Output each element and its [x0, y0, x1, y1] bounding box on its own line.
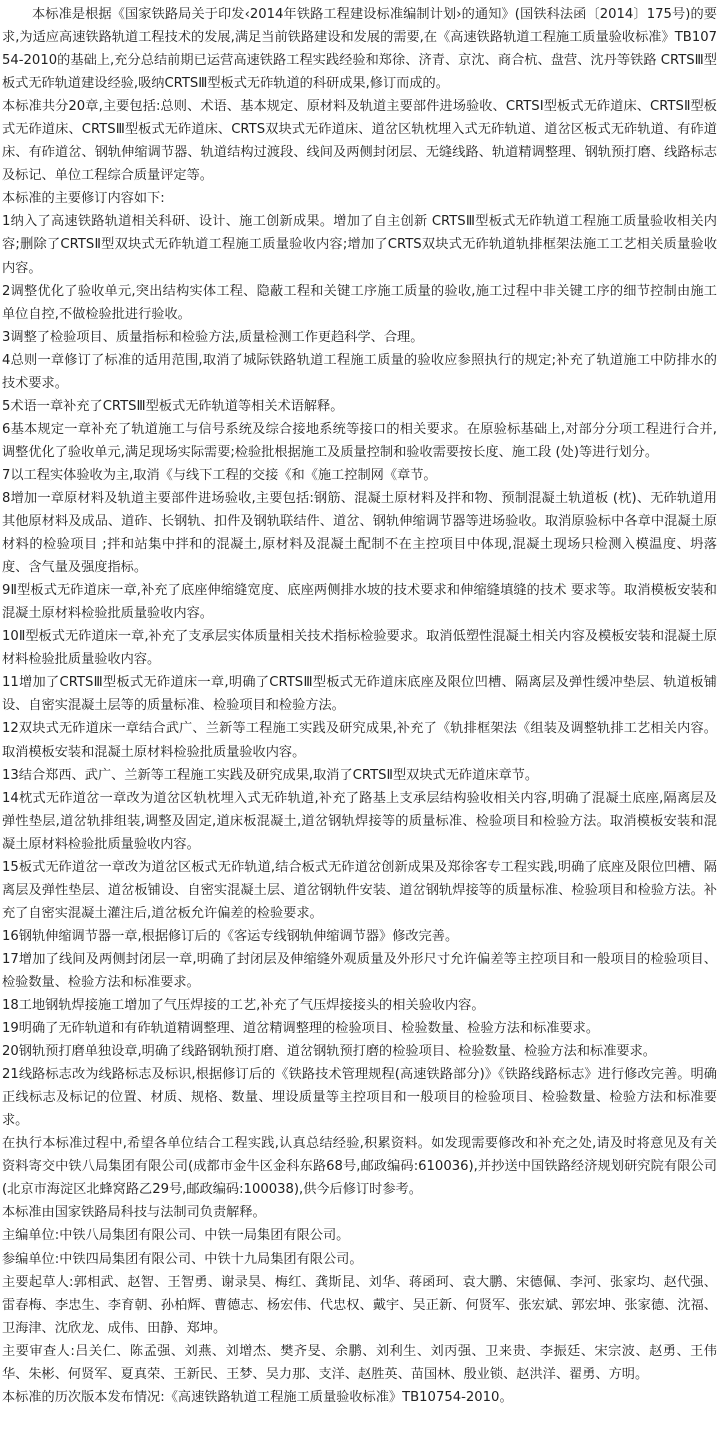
- paragraph-preface: 本标准是根据《国家铁路局关于印发‹2014年铁路工程建设标准编制计划›的通知》(国铁科法函〔2014〕175号)的要求,为适应高速铁路轨道工程技术的发展,满足当前铁路建设和发展的需要,在《高速铁路轨道工程施工质量验收标准》TB10754-2010的基础上,充分总结前期已运营高速铁路工程实践经验和郑徐、济青、京沈、商合杭、盘营、沈丹等铁路 CRTSⅢ型板式无砟轨道建设经验,吸纳CRTSⅢ型板式无砟轨道的科研成果,修订而成的。: [2, 7, 717, 92]
- paragraph-feedback-request: 在执行本标准过程中,希望各单位结合工程实践,认真总结经验,积累资料。如发现需要修改和补充之处,请及时将意见及有关资料寄交中铁八局集团有限公司(成都市金牛区金科东路68号,邮政编码:610036),并抄送中国铁路经济规划研究院有限公司(北京市海淀区北蜂窝路乙29号,邮政编码:100038),供今后修订时参考。: [2, 1136, 717, 1198]
- revision-item-10: 10Ⅱ型板式无砟道床一章,补充了支承层实体质量相关技术指标检验要求。取消低塑性混凝土相关内容及模板安装和混凝土原材料检验批质量验收内容。: [2, 629, 717, 668]
- paragraph-chief-editors: 主编单位:中铁八局集团有限公司、中铁一局集团有限公司。: [2, 1228, 350, 1244]
- revision-item-16: 16钢轨伸缩调节器一章,根据修订后的《客运专线钢轨伸缩调节器》修改完善。: [2, 928, 459, 944]
- paragraph-contents-summary: 本标准共分20章,主要包括:总则、术语、基本规定、原材料及轨道主要部件进场验收、CRTSⅠ型板式无砟道床、CRTSⅡ型板式无砟道床、CRTSⅢ型板式无砟道床、CRTS双块式无砟道床、道岔区轨枕埋入式无砟轨道、道岔区板式无砟轨道、有砟道床、有砟道岔、钢轨伸缩调节器、轨道结构过渡段、线间及两侧封闭层、无缝线路、轨道精调整理、钢轨预打磨、线路标志及标记、单位工程综合质量评定等。: [2, 99, 717, 184]
- paragraph-main-drafters: 主要起草人:郭相武、赵智、王智勇、谢录昊、梅红、龚斯昆、刘华、蒋函珂、袁大鹏、宋德佩、李河、张家均、赵代强、雷春梅、李忠生、李育朝、孙柏辉、曹德志、杨宏伟、代忠权、戴宇、吴正新、何贤军、张宏斌、郭宏坤、张家德、沈福、卫海津、沈欣龙、成伟、田静、郑坤。: [2, 1274, 717, 1336]
- revision-item-20: 20钢轨预打磨单独设章,明确了线路钢轨预打磨、道岔钢轨预打磨的检验项目、检验数量、检验方法和标准要求。: [2, 1044, 656, 1060]
- revision-item-15: 15板式无砟道岔一章改为道岔区板式无砟轨道,结合板式无砟道岔创新成果及郑徐客专工程实践,明确了底座及限位凹槽、隔离层及弹性垫层、道岔板铺设、自密实混凝土层、道岔钢轨件安装、道岔钢轨焊接等的质量标准、检验项目和检验方法。补充了自密实混凝土灌注后,道岔板允许偏差的检验要求。: [2, 859, 717, 921]
- paragraph-interpretation: 本标准由国家铁路局科技与法制司负责解释。: [2, 1205, 266, 1221]
- revision-item-13: 13结合郑西、武广、兰新等工程施工实践及研究成果,取消了CRTSⅡ型双块式无砟道床章节。: [2, 767, 539, 783]
- revision-item-2: 2调整优化了验收单元,突出结构实体工程、隐蔽工程和关键工序施工质量的验收,施工过程中非关键工序的细节控制由施工单位自控,不做检验批进行验收。: [2, 283, 717, 322]
- paragraph-revision-intro: 本标准的主要修订内容如下:: [2, 191, 165, 207]
- revision-item-18: 18工地钢轨焊接施工增加了气压焊接的工艺,补充了气压焊接接头的相关验收内容。: [2, 998, 485, 1014]
- revision-item-12: 12双块式无砟道床一章结合武广、兰新等工程施工实践及研究成果,补充了《轨排框架法《组装及调整轨排工艺相关内容。取消模板安装和混凝土原材料检验批质量验收内容。: [2, 721, 717, 760]
- revision-item-1: 1纳入了高速铁路轨道相关科研、设计、施工创新成果。增加了自主创新 CRTSⅢ型板式无砟轨道工程施工质量验收相关内容;删除了CRTSⅡ型双块式无砟轨道工程施工质量验收内容;增加了CRTS双块式无砟轨道轨排框架法施工工艺相关质量验收内容。: [2, 214, 717, 276]
- revision-item-19: 19明确了无砟轨道和有砟轨道精调整理、道岔精调整理的检验项目、检验数量、检验方法和标准要求。: [2, 1021, 600, 1037]
- revision-item-17: 17增加了线间及两侧封闭层一章,明确了封闭层及伸缩缝外观质量及外形尺寸允许偏差等主控项目和一般项目的检验项目、检验数量、检验方法和标准要求。: [2, 951, 717, 990]
- revision-item-3: 3调整了检验项目、质量指标和检验方法,质量检测工作更趋科学、合理。: [2, 329, 424, 345]
- revision-item-4: 4总则一章修订了标准的适用范围,取消了城际铁路轨道工程施工质量的验收应参照执行的规定;补充了轨道施工中防排水的技术要求。: [2, 352, 717, 391]
- paragraph-participating-units: 参编单位:中铁四局集团有限公司、中铁十九局集团有限公司。: [2, 1251, 363, 1267]
- revision-item-9: 9Ⅱ型板式无砟道床一章,补充了底座伸缩缝宽度、底座两侧排水坡的技术要求和伸缩缝填缝的技术 要求等。取消模板安装和混凝土原材料检验批质量验收内容。: [2, 583, 717, 622]
- revision-item-7: 7以工程实体验收为主,取消《与线下工程的交接《和《施工控制网《章节。: [2, 467, 437, 483]
- revision-item-21: 21线路标志改为线路标志及标识,根据修订后的《铁路技术管理规程(高速铁路部分)》《铁路线路标志》进行修改完善。明确正线标志及标记的位置、材质、规格、数量、埋设质量等主控项目和一般项目的检验项目、检验数量、检验方法和标准要求。: [2, 1067, 717, 1129]
- paragraph-main-reviewers: 主要审查人:吕关仁、陈孟强、刘燕、刘增杰、樊齐旻、余鹏、刘利生、刘丙强、卫来贵、李振廷、宋宗波、赵勇、王伟华、朱彬、何贤军、夏真荣、王新民、王梦、吴力那、支洋、赵胜英、苗国林、殷业锁、赵洪洋、翟勇、方明。: [2, 1343, 717, 1382]
- revision-item-8: 8增加一章原材料及轨道主要部件进场验收,主要包括:钢筋、混凝土原材料及拌和物、预制混凝土轨道板 (枕)、无砟轨道用其他原材料及成品、道砟、长钢轨、扣件及钢轨联结件、道岔、钢轨伸缩调节器等进场验收。取消原验标中各章中混凝土原材料的检验项目 ;拌和站集中拌和的混凝土,原材料及混凝土配制不在主控项目中体现,混凝土现场只检测入模温度、坍落度、含气量及强度指标。: [2, 490, 717, 576]
- revision-item-5: 5术语一章补充了CRTSⅢ型板式无砟轨道等相关术语解释。: [2, 398, 344, 414]
- revision-item-6: 6基本规定一章补充了轨道施工与信号系统及综合接地系统等接口的相关要求。在原验标基础上,对部分分项工程进行合并,调整优化了验收单元,满足现场实际需要;检验批根据施工及质量控制和验收需要按长度、施工段 (处)等进行划分。: [2, 421, 717, 460]
- paragraph-version-history: 本标准的历次版本发布情况:《高速铁路轨道工程施工质量验收标准》TB10754-2010。: [2, 1389, 513, 1405]
- revision-item-11: 11增加了CRTSⅢ型板式无砟道床一章,明确了CRTSⅢ型板式无砟道床底座及限位凹槽、隔离层及弹性缓冲垫层、轨道板铺设、自密实混凝土层等的质量标准、检验项目和检验方法。: [2, 675, 717, 714]
- revision-item-14: 14枕式无砟道岔一章改为道岔区轨枕埋入式无砟轨道,补充了路基上支承层结构验收相关内容,明确了混凝土底座,隔离层及弹性垫层,道岔轨排组装,调整及固定,道床板混凝土,道岔钢轨焊接等的质量标准、检验项目和检验方法。取消模板安装和混凝土原材料检验批质量验收内容。: [2, 790, 717, 852]
